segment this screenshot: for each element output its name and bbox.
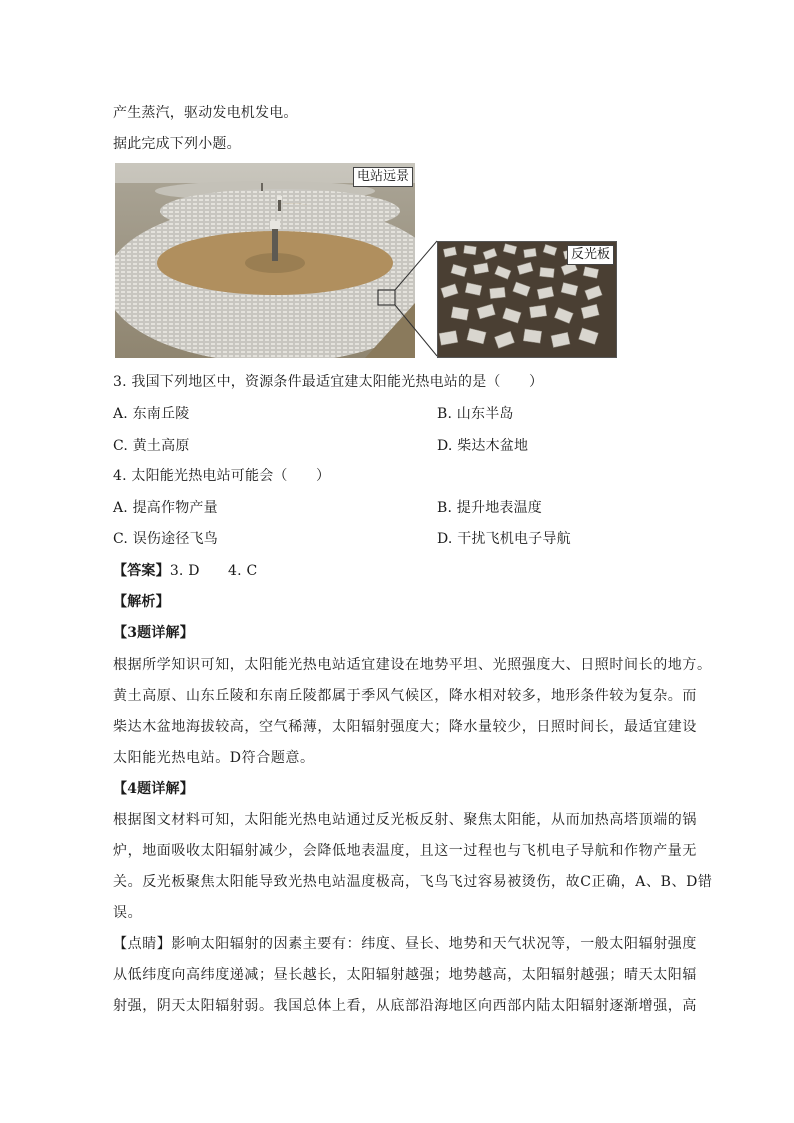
question-3-option-b: B. 山东半岛 [437,406,514,422]
question-3-detail-text [113,650,712,774]
question-4-detail-text [113,805,713,929]
question-3-stem: 3. 我国下列地区中，资源条件最适宜建太阳能光热电站的是（ ） [113,374,544,390]
detail-line: 根据图文材料可知，太阳能光热电站通过反光板反射、聚焦太阳能，从而加热高塔顶端的锅 [113,812,697,828]
detail-line: 黄土高原、山东丘陵和东南丘陵都属于季风气候区，降水相对较多，地形条件较为复杂。而 [113,688,697,704]
figure-main-label: 电站远景 [353,167,413,187]
key-point-text [113,929,697,1022]
question-4-option-c: C. 误伤途径飞鸟 [113,531,218,547]
question-4-option-d: D. 干扰飞机电子导航 [437,531,571,547]
power-station-photo [115,163,415,358]
question-4-detail-label: 【4题详解】 [113,781,194,797]
question-3-option-a: A. 东南丘陵 [113,406,190,422]
detail-line: 炉，地面吸收太阳辐射减少，会降低地表温度，且这一过程也与飞机电子导航和作物产量无 [113,843,697,859]
power-station-illustration [115,163,415,358]
figure-inset-label: 反光板 [567,245,614,265]
question-3-detail-label: 【3题详解】 [113,625,194,641]
answer-text: 3. D 4. C [169,563,258,579]
answer-row [113,561,257,581]
question-4-option-b: B. 提升地表温度 [437,500,542,516]
key-point-line: 射强，阴天太阳辐射弱。我国总体上看，从底部沿海地区向西部内陆太阳辐射逐渐增强，高 [113,998,697,1014]
key-point-line: 【点睛】影响太阳辐射的因素主要有：纬度、昼长、地势和天气状况等，一般太阳辐射强度 [113,936,697,952]
question-4-stem: 4. 太阳能光热电站可能会（ ） [113,468,331,484]
detail-line: 太阳能光热电站。D符合题意。 [113,750,315,766]
analysis-label: 【解析】 [113,594,170,610]
detail-line: 误。 [113,905,143,921]
question-3-option-c: C. 黄土高原 [113,438,190,454]
question-3-option-d: D. 柴达木盆地 [437,438,529,454]
reflector-inset-photo [437,241,617,358]
detail-line: 根据所学知识可知，太阳能光热电站适宜建设在地势平坦、光照强度大、日照时间长的地方。 [113,657,712,673]
question-4-option-a: A. 提高作物产量 [113,500,218,516]
key-point-line: 从低纬度向高纬度递减；昼长越长，太阳辐射越强；地势越高，太阳辐射越强；晴天太阳辐 [113,967,697,983]
intro-line-1: 产生蒸汽，驱动发电机发电。 [113,105,298,121]
detail-line: 柴达木盆地海拔较高，空气稀薄，太阳辐射强度大；降水量较少，日照时间长，最适宜建设 [113,719,697,735]
answer-label: 【答案】 [113,563,170,579]
intro-line-2: 据此完成下列小题。 [113,136,241,152]
detail-line: 关。反光板聚焦太阳能导致光热电站温度极高，飞鸟飞过容易被烫伤，故C正确，A、B、D错 [113,874,713,890]
